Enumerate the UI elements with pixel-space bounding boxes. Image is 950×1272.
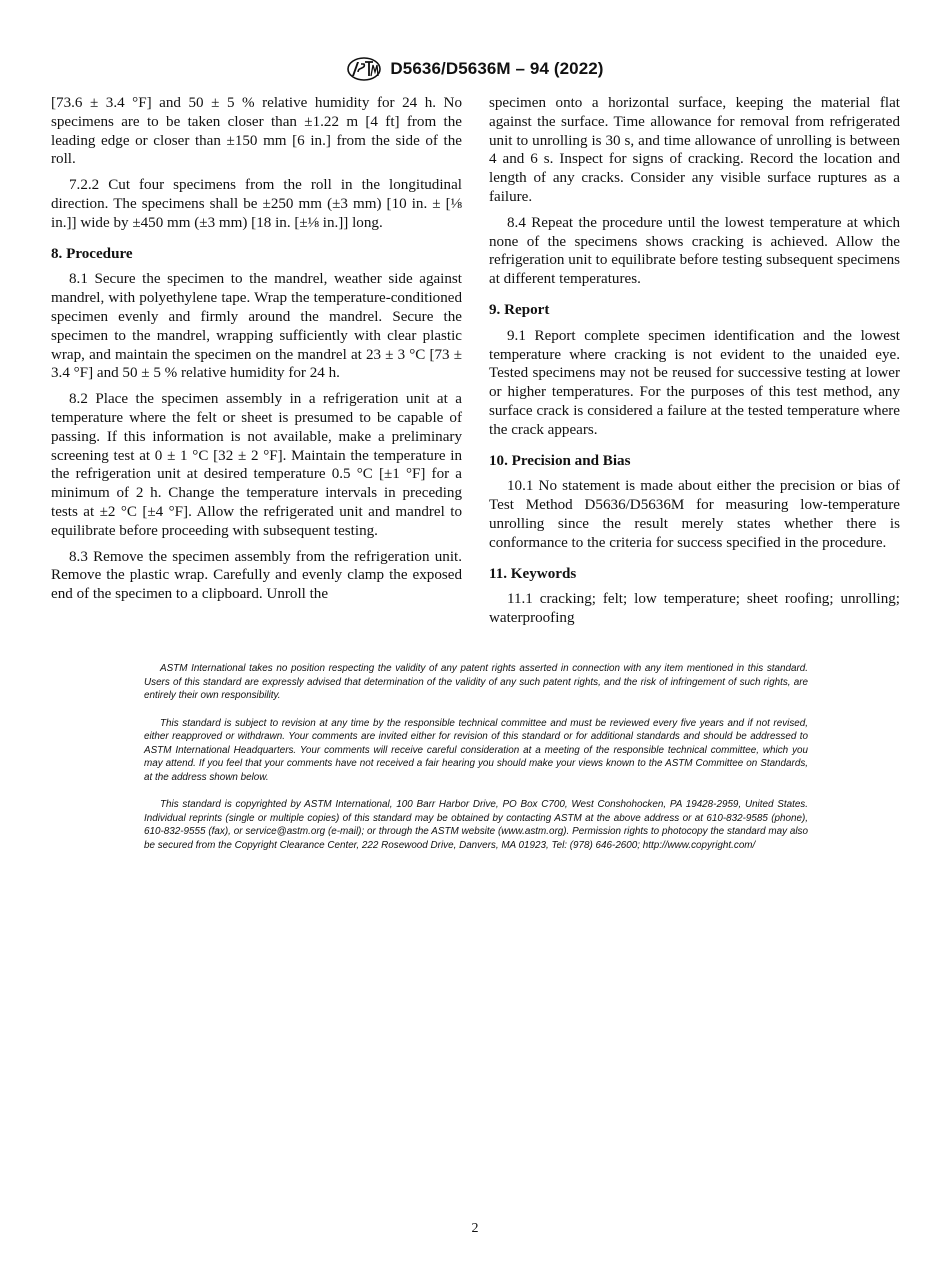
revision-notice: This standard is subject to revision at any time by the responsible technical committee and must be reviewed every five years and if not revised, either reapproved or withdrawn. Your comments are invited either for revision of this standard or for additional standards and should be addressed to ASTM International Headquarters. Your comments will receive careful consideration at a meeting of the responsible technical committee, which you may attend. If you feel that your comments have not received a fair hearing you should make your views known to the ASTM Committee on Standards, at the address shown below. [144, 717, 808, 783]
legal-footer [144, 662, 808, 866]
left-column [51, 94, 462, 611]
paragraph-7-2-2: 7.2.2 Cut four specimens from the roll in the longitudinal direction. The specimens shall be ±250 mm (±3 mm) [10 in. ± [⅛ in.]] wide by ±450 mm (±3 mm) [18 in. [±⅛ in.]] long. [51, 177, 462, 231]
section-heading-procedure: 8. Procedure [51, 245, 133, 262]
continued-paragraph: [73.6 ± 3.4 °F] and 50 ± 5 % relative humidity for 24 h. No specimens are to be taken closer than ±1.22 m [4 ft] from the leading edge or closer than ±150 mm [6 in.] from the side of the roll. [51, 95, 462, 168]
standard-designation: D5636/D5636M – 94 (2022) [390, 59, 604, 78]
paragraph-8-2: 8.2 Place the specimen assembly in a refrigeration unit at a temperature where the felt or sheet is presumed to be capable of passing. If this information is not available, make a preliminary screening test at 0 ± 1 °C [32 ± 2 °F]. Maintain the temperature in the refrigeration unit at desired temperature 0.5 °C [±1 °F] for a minimum of 2 h. Change the temperature intervals in preceding tests at ±2 °C [±4 °F]. Allow the refrigerated unit and mandrel to equilibrate before proceeding with subsequent testing. [51, 391, 462, 539]
astm-logo-icon [346, 56, 382, 82]
page-number: 2 [471, 1221, 479, 1236]
paragraph-8-1: 8.1 Secure the specimen to the mandrel, weather side against mandrel, with polyethylene tape. Wrap the temperature-conditioned specimen evenly and firmly around the mandrel. Secure the specimen to the mandrel, wrapping sufficiently with clear plastic wrap, and maintain the specimen on the mandrel at 23 ± 3 °C [73 ± 3.4 °F] and 50 ± 5 % relative humidity for 24 h. [51, 271, 462, 382]
section-heading-report: 9. Report [489, 301, 550, 318]
patent-notice: ASTM International takes no position respecting the validity of any patent rights asserted in connection with any item mentioned in this standard. Users of this standard are expressly advised that determination of the validity of any such patent rights, and the risk of infringement of such rights, are entirely their own responsibility. [144, 663, 808, 701]
page-header [0, 56, 950, 87]
paragraph-11-1: 11.1 cracking; felt; low temperature; sheet roofing; unrolling; waterproofing [489, 591, 900, 627]
paragraph-8-4: 8.4 Repeat the procedure until the lowest temperature at which none of the specimens shows cracking is achieved. Allow the refrigeration unit to equilibrate before testing subsequent specimens at different temperatures. [489, 214, 900, 288]
continued-paragraph: specimen onto a horizontal surface, keeping the material flat against the surface. Time allowance for removal from refrigerated unit to unrolling is 30 s, and time allowance of unrolling is between 4 and 6 s. Inspect for signs of cracking. Record the location and length of any cracks. Consider any visible surface ruptures as a failure. [489, 95, 900, 205]
section-heading-precision-bias: 10. Precision and Bias [489, 452, 631, 469]
right-column [489, 94, 900, 635]
paragraph-10-1: 10.1 No statement is made about either the precision or bias of Test Method D5636/D5636M for measuring low-temperature unrolling since the result merely states whether there is conformance to the criteria for success specified in the procedure. [489, 478, 900, 551]
section-heading-keywords: 11. Keywords [489, 565, 577, 582]
paragraph-8-3: 8.3 Remove the specimen assembly from the refrigeration unit. Remove the plastic wrap. Carefully and evenly clamp the exposed end of the specimen to a clipboard. Unroll the [51, 548, 462, 603]
copyright-notice: This standard is copyrighted by ASTM International, 100 Barr Harbor Drive, PO Box C700, West Conshohocken, PA 19428-2959, United States. Individual reprints (single or multiple copies) of this standard may be obtained by contacting ASTM at the above address or at 610-832-9585 (phone), 610-832-9555 (fax), or service@astm.org (e-mail); or through the ASTM website (www.astm.org). Permission rights to photocopy the standard may also be secured from the Copyright Clearance Center, 222 Rosewood Drive, Danvers, MA 01923, Tel: (978) 646-2600; http://www.copyright.com/ [144, 799, 808, 851]
paragraph-9-1: 9.1 Report complete specimen identification and the lowest temperature where cracking is not evident to the unaided eye. Tested specimens may not be reused for successive testing at lower or higher temperatures. For the purposes of this test method, any surface crack is considered a failure at the tested temperature where the crack appears. [489, 327, 900, 438]
